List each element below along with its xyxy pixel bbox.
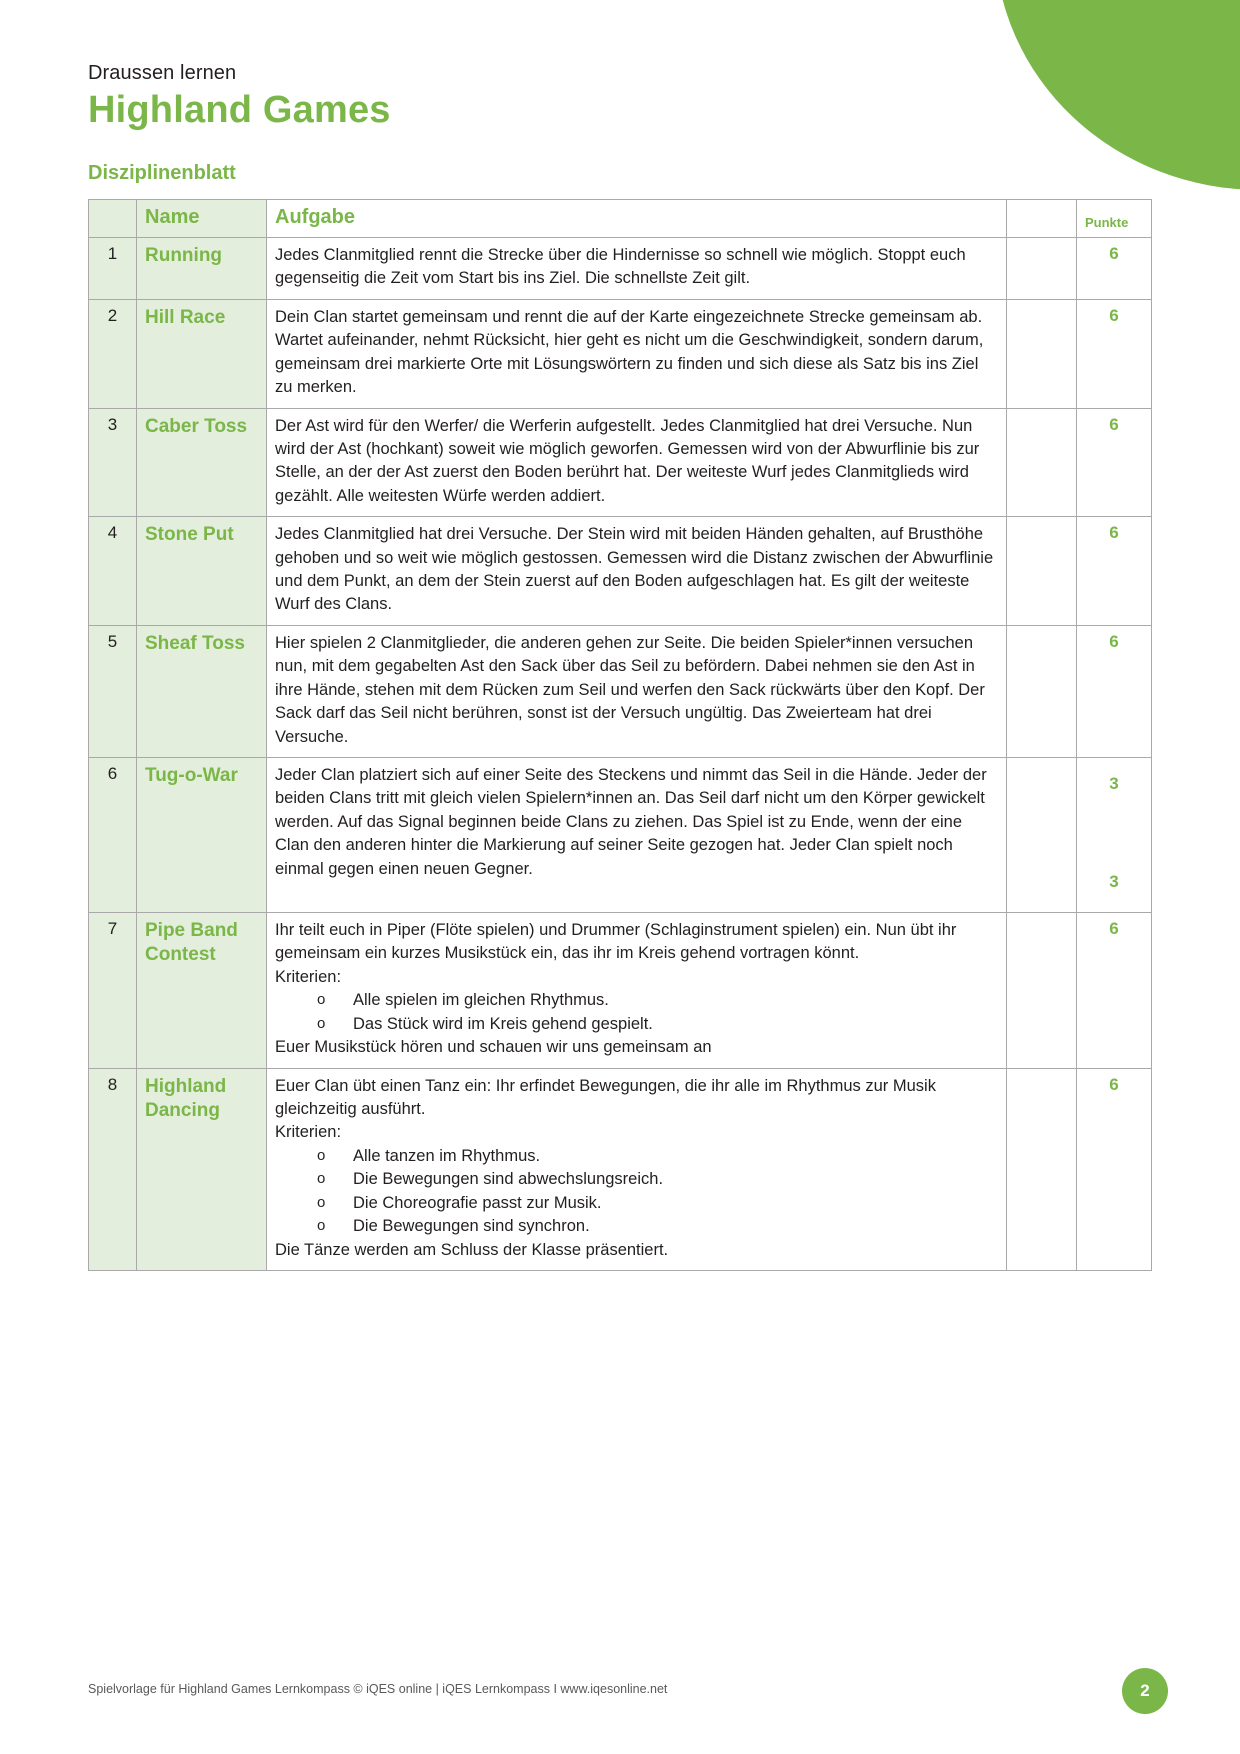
disciplines-table (88, 199, 1152, 1271)
discipline-name: Highland Dancing (137, 1068, 267, 1270)
task-outro: Die Tänze werden am Schluss der Klasse präsentiert. (275, 1240, 669, 1259)
criteria-item: o Alle spielen im gleichen Rhythmus. (317, 989, 998, 1012)
table-row (89, 913, 1152, 1069)
discipline-name: Sheaf Toss (137, 625, 267, 757)
column-header-name: Name (137, 200, 267, 238)
row-number: 7 (89, 913, 137, 1069)
discipline-task (267, 517, 1007, 626)
row-number: 2 (89, 299, 137, 408)
score-entry-cell[interactable] (1007, 408, 1077, 517)
discipline-name: Pipe Band Contest (137, 913, 267, 1069)
score-entry-cell[interactable] (1007, 517, 1077, 626)
footer-text: Spielvorlage für Highland Games Lernkompass © iQES online | iQES Lernkompass I www.iqesonline.net (88, 1682, 668, 1696)
score-entry-cell[interactable] (1007, 1068, 1077, 1270)
column-header-task: Aufgabe (267, 200, 1007, 238)
table-row (89, 238, 1152, 300)
table-row (89, 517, 1152, 626)
column-header-number (89, 200, 137, 238)
score-entry-cell[interactable] (1007, 758, 1077, 913)
criteria-item: o Die Bewegungen sind abwechslungsreich. (317, 1168, 998, 1191)
task-description: Hier spielen 2 Clanmitglieder, die anderen gehen zur Seite. Die beiden Spieler*innen versuchen nun, mit dem gegabelten Ast den Sack über das Seil zu befördern. Dabei nehmen sie den Ast in ihre Hände, stehen mit dem Rücken zum Seil und werfen den Sack rückwärts über den Kopf. Der Sack darf das Seil nicht berühren, sonst ist der Versuch ungültig. Das Zweierteam hat drei Versuche. (275, 633, 985, 746)
discipline-task (267, 238, 1007, 300)
page-title: Highland Games (88, 89, 391, 131)
criteria-item: o Das Stück wird im Kreis gehend gespielt. (317, 1013, 998, 1036)
document-eyebrow: Draussen lernen (88, 62, 237, 84)
table-header-row (89, 200, 1152, 238)
task-outro: Euer Musikstück hören und schauen wir uns gemeinsam an (275, 1038, 712, 1057)
criteria-item: o Die Bewegungen sind synchron. (317, 1215, 998, 1238)
row-number: 4 (89, 517, 137, 626)
task-description: Ihr teilt euch in Piper (Flöte spielen) und Drummer (Schlaginstrument spielen) ein. Nun übt ihr gemeinsam ein kurzes Musikstück ein, das ihr im Kreis gehend vortragen könnt. (275, 921, 957, 963)
task-description: Jedes Clanmitglied rennt die Strecke über die Hindernisse so schnell wie möglich. Stoppt euch gegenseitig die Zeit vom Start bis ins Ziel. Die schnellste Zeit gilt. (275, 246, 966, 288)
criteria-list (275, 989, 998, 1036)
row-number: 8 (89, 1068, 137, 1270)
discipline-name: Caber Toss (137, 408, 267, 517)
row-number: 5 (89, 625, 137, 757)
score-entry-cell[interactable] (1007, 913, 1077, 1069)
task-description: Euer Clan übt einen Tanz ein: Ihr erfindet Bewegungen, die ihr alle im Rhythmus zur Musik gleichzeitig ausführt. (275, 1076, 936, 1118)
score-entry-cell[interactable] (1007, 299, 1077, 408)
criteria-item: o Alle tanzen im Rhythmus. (317, 1145, 998, 1168)
discipline-name: Tug-o-War (137, 758, 267, 913)
table-row (89, 1068, 1152, 1270)
row-number: 1 (89, 238, 137, 300)
points-cell: 6 (1077, 517, 1152, 626)
points-cell (1077, 758, 1152, 913)
criteria-list (275, 1145, 998, 1239)
column-header-blank (1007, 200, 1077, 238)
discipline-task (267, 913, 1007, 1069)
points-value: 3 (1109, 774, 1119, 794)
section-title: Disziplinenblatt (88, 162, 236, 184)
discipline-name: Running (137, 238, 267, 300)
table-body (89, 238, 1152, 1271)
table-row (89, 408, 1152, 517)
discipline-task (267, 625, 1007, 757)
points-cell: 6 (1077, 238, 1152, 300)
score-entry-cell[interactable] (1007, 625, 1077, 757)
points-value-secondary: 3 (1109, 872, 1119, 892)
task-description: Der Ast wird für den Werfer/ die Werferin aufgestellt. Jedes Clanmitglied hat drei Versuche. Nun wird der Ast (hochkant) soweit wie möglich geworfen. Gemessen wird von der Abwurflinie bis zur Stelle, an der der Ast zuerst den Boden berührt hat. Der weiteste Wurf jedes Clanmitglieds wird gezählt. Alle weitesten Würfe werden addiert. (275, 416, 980, 505)
criteria-intro: Kriterien: (275, 1123, 342, 1142)
table-row (89, 299, 1152, 408)
points-cell: 6 (1077, 1068, 1152, 1270)
table-head (89, 200, 1152, 238)
discipline-task (267, 299, 1007, 408)
points-cell: 6 (1077, 408, 1152, 517)
discipline-task (267, 758, 1007, 913)
points-cell: 6 (1077, 625, 1152, 757)
points-cell: 6 (1077, 299, 1152, 408)
discipline-task (267, 408, 1007, 517)
row-number: 3 (89, 408, 137, 517)
discipline-name: Stone Put (137, 517, 267, 626)
task-description: Jedes Clanmitglied hat drei Versuche. Der Stein wird mit beiden Händen gehalten, auf Brusthöhe gehoben und so weit wie möglich gestossen. Gemessen wird die Distanz zwischen der Abwurflinie und dem Punkt, an dem der Stein zuerst auf den Boden aufgeschlagen hat. Es gilt der weiteste Wurf des Clans. (275, 525, 994, 614)
criteria-item: o Die Choreografie passt zur Musik. (317, 1192, 998, 1215)
row-number: 6 (89, 758, 137, 913)
score-entry-cell[interactable] (1007, 238, 1077, 300)
criteria-intro: Kriterien: (275, 967, 342, 986)
table-row (89, 625, 1152, 757)
table-row (89, 758, 1152, 913)
points-cell: 6 (1077, 913, 1152, 1069)
page-number-badge: 2 (1122, 1668, 1168, 1714)
task-description: Jeder Clan platziert sich auf einer Seite des Steckens und nimmt das Seil in die Hände. Jeder der beiden Clans tritt mit gleich vielen Spielern*innen an. Das Seil darf nicht um den Körper gewickelt werden. Auf das Signal beginnen beide Clans zu ziehen. Das Spiel ist zu Ende, wenn der eine Clan den anderen hinter die Markierung auf seiner Seite gezogen hat. Jeder Clan spielt noch einmal gegen einen neuen Gegner. (275, 766, 987, 878)
discipline-task (267, 1068, 1007, 1270)
task-description: Dein Clan startet gemeinsam und rennt die auf der Karte eingezeichnete Strecke gemeinsam ab. Wartet aufeinander, nehmt Rücksicht, hier geht es nicht um die Geschwindigkeit, sondern darum, gemeinsam drei markierte Orte mit Lösungswörtern zu finden und sich diese als Satz bis ins Ziel zu merken. (275, 307, 984, 397)
column-header-points: Punkte (1077, 200, 1152, 238)
discipline-name: Hill Race (137, 299, 267, 408)
